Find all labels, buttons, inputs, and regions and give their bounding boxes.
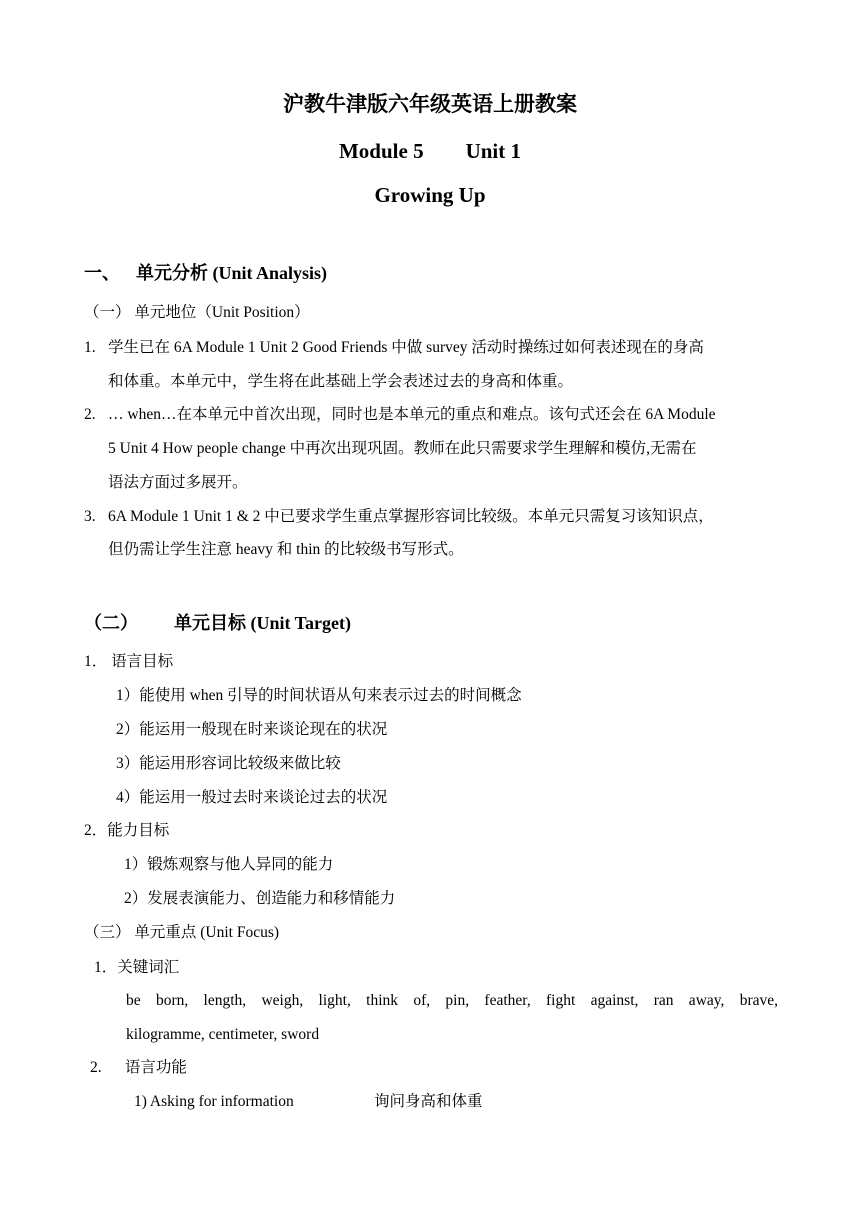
document-title: 沪教牛津版六年级英语上册教案 — [283, 92, 577, 116]
position-item-1-num: 1. — [84, 339, 96, 356]
ability-goal-item-2: 2）发展表演能力、创造能力和移情能力 — [124, 890, 396, 907]
position-item-2-line1: … when…在本单元中首次出现，同时也是本单元的重点和难点。该句式还会在 6A Module — [108, 406, 716, 423]
key-vocab-line-1: be born, length, weigh, light, think of, pin, feather, fight against, ran away, brave, — [126, 992, 778, 1009]
key-vocab-heading: 1．关键词汇 — [94, 959, 180, 976]
position-item-3-num: 3. — [84, 508, 96, 525]
module-label: Module 5 — [338, 139, 424, 163]
unit-label: Unit 1 — [465, 139, 522, 163]
unit-focus-heading: （三） 单元重点 (Unit Focus) — [84, 924, 280, 941]
unit-title: Growing Up — [374, 183, 486, 207]
language-goal-item-2: 2）能运用一般现在时来谈论现在的状况 — [116, 721, 388, 738]
language-function-heading: 2. 语言功能 — [90, 1059, 187, 1076]
section-1-number: 一、 — [84, 263, 120, 283]
ability-goal-heading: 2．能力目标 — [84, 822, 170, 839]
position-item-1-line2: 和体重。本单元中，学生将在此基础上学会表述过去的身高和体重。 — [108, 373, 574, 390]
unit-target-label: （二） — [84, 613, 138, 633]
language-goal-item-4: 4）能运用一般过去时来谈论过去的状况 — [116, 789, 388, 806]
function-item-1-cn: 询问身高和体重 — [374, 1093, 483, 1110]
language-goal-item-3: 3）能运用形容词比较级来做比较 — [116, 755, 341, 772]
position-item-2-line2: 5 Unit 4 How people change 中再次出现巩固。教师在此只需要求学生理解和模仿,无需在 — [108, 440, 697, 457]
language-goal-item-1: 1）能使用 when 引导的时间状语从句来表示过去的时间概念 — [116, 687, 522, 704]
language-goal-heading: 1． 语言目标 — [84, 653, 174, 670]
position-item-2-line3: 语法方面过多展开。 — [108, 474, 248, 491]
position-item-1-line1: 学生已在 6A Module 1 Unit 2 Good Friends 中做 survey 活动时操练过如何表述现在的身高 — [108, 339, 704, 356]
key-vocab-line-2: kilogramme, centimeter, sword — [126, 1026, 320, 1043]
section-1-heading: 单元分析 (Unit Analysis) — [136, 263, 328, 283]
unit-position-heading: （一） 单元地位（Unit Position） — [84, 304, 310, 321]
ability-goal-item-1: 1）锻炼观察与他人异同的能力 — [124, 856, 334, 873]
module-unit-heading — [0, 141, 860, 162]
function-item-1-en: 1) Asking for information — [134, 1093, 294, 1110]
position-item-3-line1: 6A Module 1 Unit 1 & 2 中已要求学生重点掌握形容词比较级。本单元只需复习该知识点， — [108, 508, 714, 525]
position-item-2-num: 2. — [84, 406, 96, 423]
position-item-3-line2: 但仍需让学生注意 heavy 和 thin 的比较级书写形式。 — [108, 541, 464, 558]
unit-target-heading: 单元目标 (Unit Target) — [174, 613, 351, 633]
